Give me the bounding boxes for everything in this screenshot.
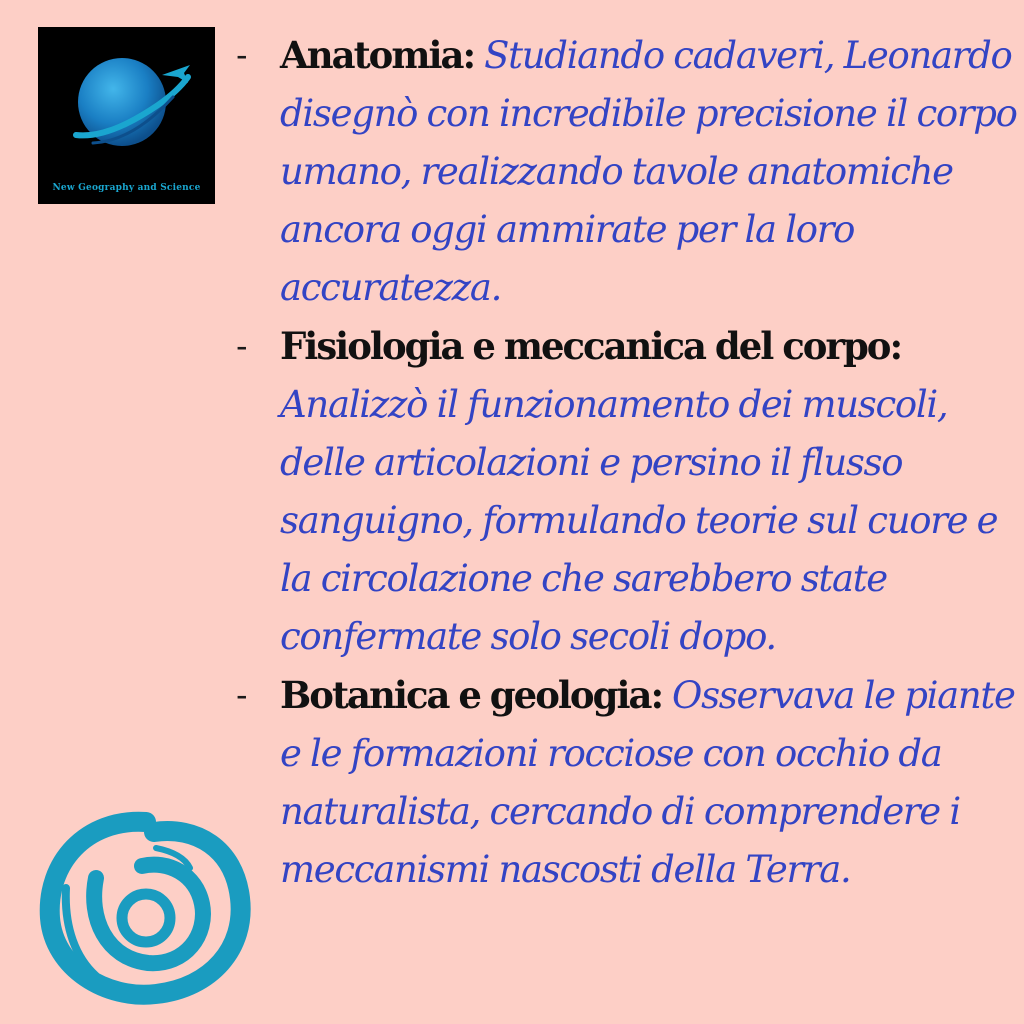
item-heading: Anatomia: bbox=[280, 33, 485, 77]
list-item bbox=[232, 317, 1022, 666]
spiral-scribble-icon bbox=[36, 808, 256, 1008]
logo-text: New Geography and Science bbox=[52, 183, 201, 193]
dash-bullet: - bbox=[236, 36, 247, 74]
item-text: Studiando cadaveri, Leonardo disegnò con incredibile precisione il corpo umano, realizzando tavole anatomiche ancora oggi ammirate per la loro accuratezza. bbox=[280, 34, 1017, 309]
list-item bbox=[232, 26, 1022, 317]
item-heading: Botanica e geologia: bbox=[280, 673, 673, 717]
globe-plane-icon bbox=[38, 27, 215, 204]
item-text: Osservava le piante e le formazioni rocciose con occhio da naturalista, cercando di comprendere i meccanismi nascosti della Terra. bbox=[280, 674, 1015, 891]
dash-bullet: - bbox=[236, 327, 247, 365]
bullet-list bbox=[232, 26, 1022, 899]
item-heading: Fisiologia e meccanica del corpo: bbox=[280, 324, 902, 368]
logo bbox=[38, 27, 215, 204]
item-text: Analizzò il funzionamento dei muscoli, delle articolazioni e persino il flusso sanguigno, formulando teorie sul cuore e la circolazione che sarebbero state confermate solo secoli dopo. bbox=[280, 383, 998, 658]
list-item bbox=[232, 666, 1022, 899]
dash-bullet: - bbox=[236, 676, 247, 714]
